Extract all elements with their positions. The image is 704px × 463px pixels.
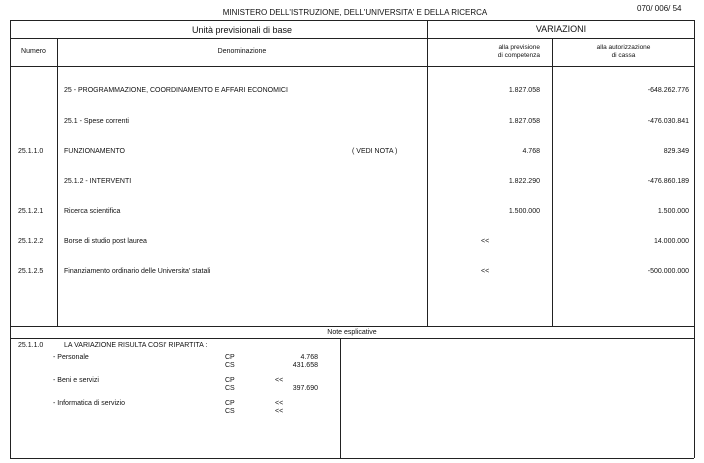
note-cp-label: CP	[225, 377, 235, 384]
row-competenza: 4.768	[522, 148, 540, 155]
row-competenza: <<	[481, 268, 490, 275]
ministry-title: MINISTERO DELL'ISTRUZIONE, DELL'UNIVERSITA' E DELLA RICERCA	[222, 8, 488, 17]
note-cs-value: <<	[275, 408, 284, 415]
row-denominazione: 25 - PROGRAMMAZIONE, COORDINAMENTO E AFFARI ECONOMICI	[64, 87, 288, 94]
cassa-header-line1: alla autorizzazione	[596, 44, 651, 51]
row-cassa: 1.500.000	[657, 208, 689, 215]
notes-heading: LA VARIAZIONE RISULTA COSI' RIPARTITA :	[64, 342, 208, 349]
row-competenza: 1.827.058	[508, 87, 540, 94]
row-denominazione: Borse di studio post laurea	[64, 238, 147, 245]
row-competenza: <<	[481, 238, 490, 245]
upb-header: Unità previsionali di base	[191, 25, 293, 35]
row-denominazione: Ricerca scientifica	[64, 208, 121, 215]
row-cassa: -500.000.000	[647, 268, 689, 275]
note-cs-value: 431.658	[292, 362, 318, 369]
note-cs-label: CS	[225, 408, 235, 415]
row-cassa: -476.860.189	[647, 178, 689, 185]
row-denominazione: 25.1 - Spese correnti	[64, 118, 129, 125]
denominazione-header: Denominazione	[217, 48, 267, 55]
row-cassa: 14.000.000	[653, 238, 689, 245]
row-numero: 25.1.2.2	[18, 238, 44, 245]
row-numero: 25.1.2.5	[18, 268, 44, 275]
competenza-header-line2: di competenza	[497, 52, 540, 59]
row-denominazione: FUNZIONAMENTO	[64, 148, 125, 155]
note-cp-label: CP	[225, 400, 235, 407]
row-competenza: 1.822.290	[508, 178, 540, 185]
row-denominazione: Finanziamento ordinario delle Universita' statali	[64, 268, 211, 275]
note-cp-value: <<	[275, 377, 284, 384]
variazioni-header: VARIAZIONI	[535, 24, 587, 34]
competenza-header-line1: alla previsione	[498, 44, 540, 51]
note-item-label: - Beni e servizi	[53, 377, 99, 384]
row-cassa: -476.030.841	[647, 118, 689, 125]
note-cp-value: 4.768	[300, 354, 318, 361]
note-cs-value: 397.690	[292, 385, 318, 392]
numero-header: Numero	[21, 48, 46, 55]
notes-title: Note esplicative	[327, 329, 377, 336]
note-cs-label: CS	[225, 385, 235, 392]
row-denominazione: 25.1.2 - INTERVENTI	[64, 178, 132, 185]
row-nota: ( VEDI NOTA )	[352, 148, 398, 155]
cassa-header-line2: di cassa	[611, 52, 636, 59]
notes-numero: 25.1.1.0	[18, 342, 44, 349]
note-cs-label: CS	[225, 362, 235, 369]
page-code: 070/ 006/ 54	[637, 4, 682, 13]
row-numero: 25.1.2.1	[18, 208, 44, 215]
row-cassa: -648.262.776	[647, 87, 689, 94]
note-item-label: - Personale	[53, 354, 89, 361]
row-competenza: 1.827.058	[508, 118, 540, 125]
note-item-label: - Informatica di servizio	[53, 400, 125, 407]
note-cp-value: <<	[275, 400, 284, 407]
note-cp-label: CP	[225, 354, 235, 361]
row-cassa: 829.349	[663, 148, 689, 155]
row-competenza: 1.500.000	[508, 208, 540, 215]
row-numero: 25.1.1.0	[18, 148, 44, 155]
